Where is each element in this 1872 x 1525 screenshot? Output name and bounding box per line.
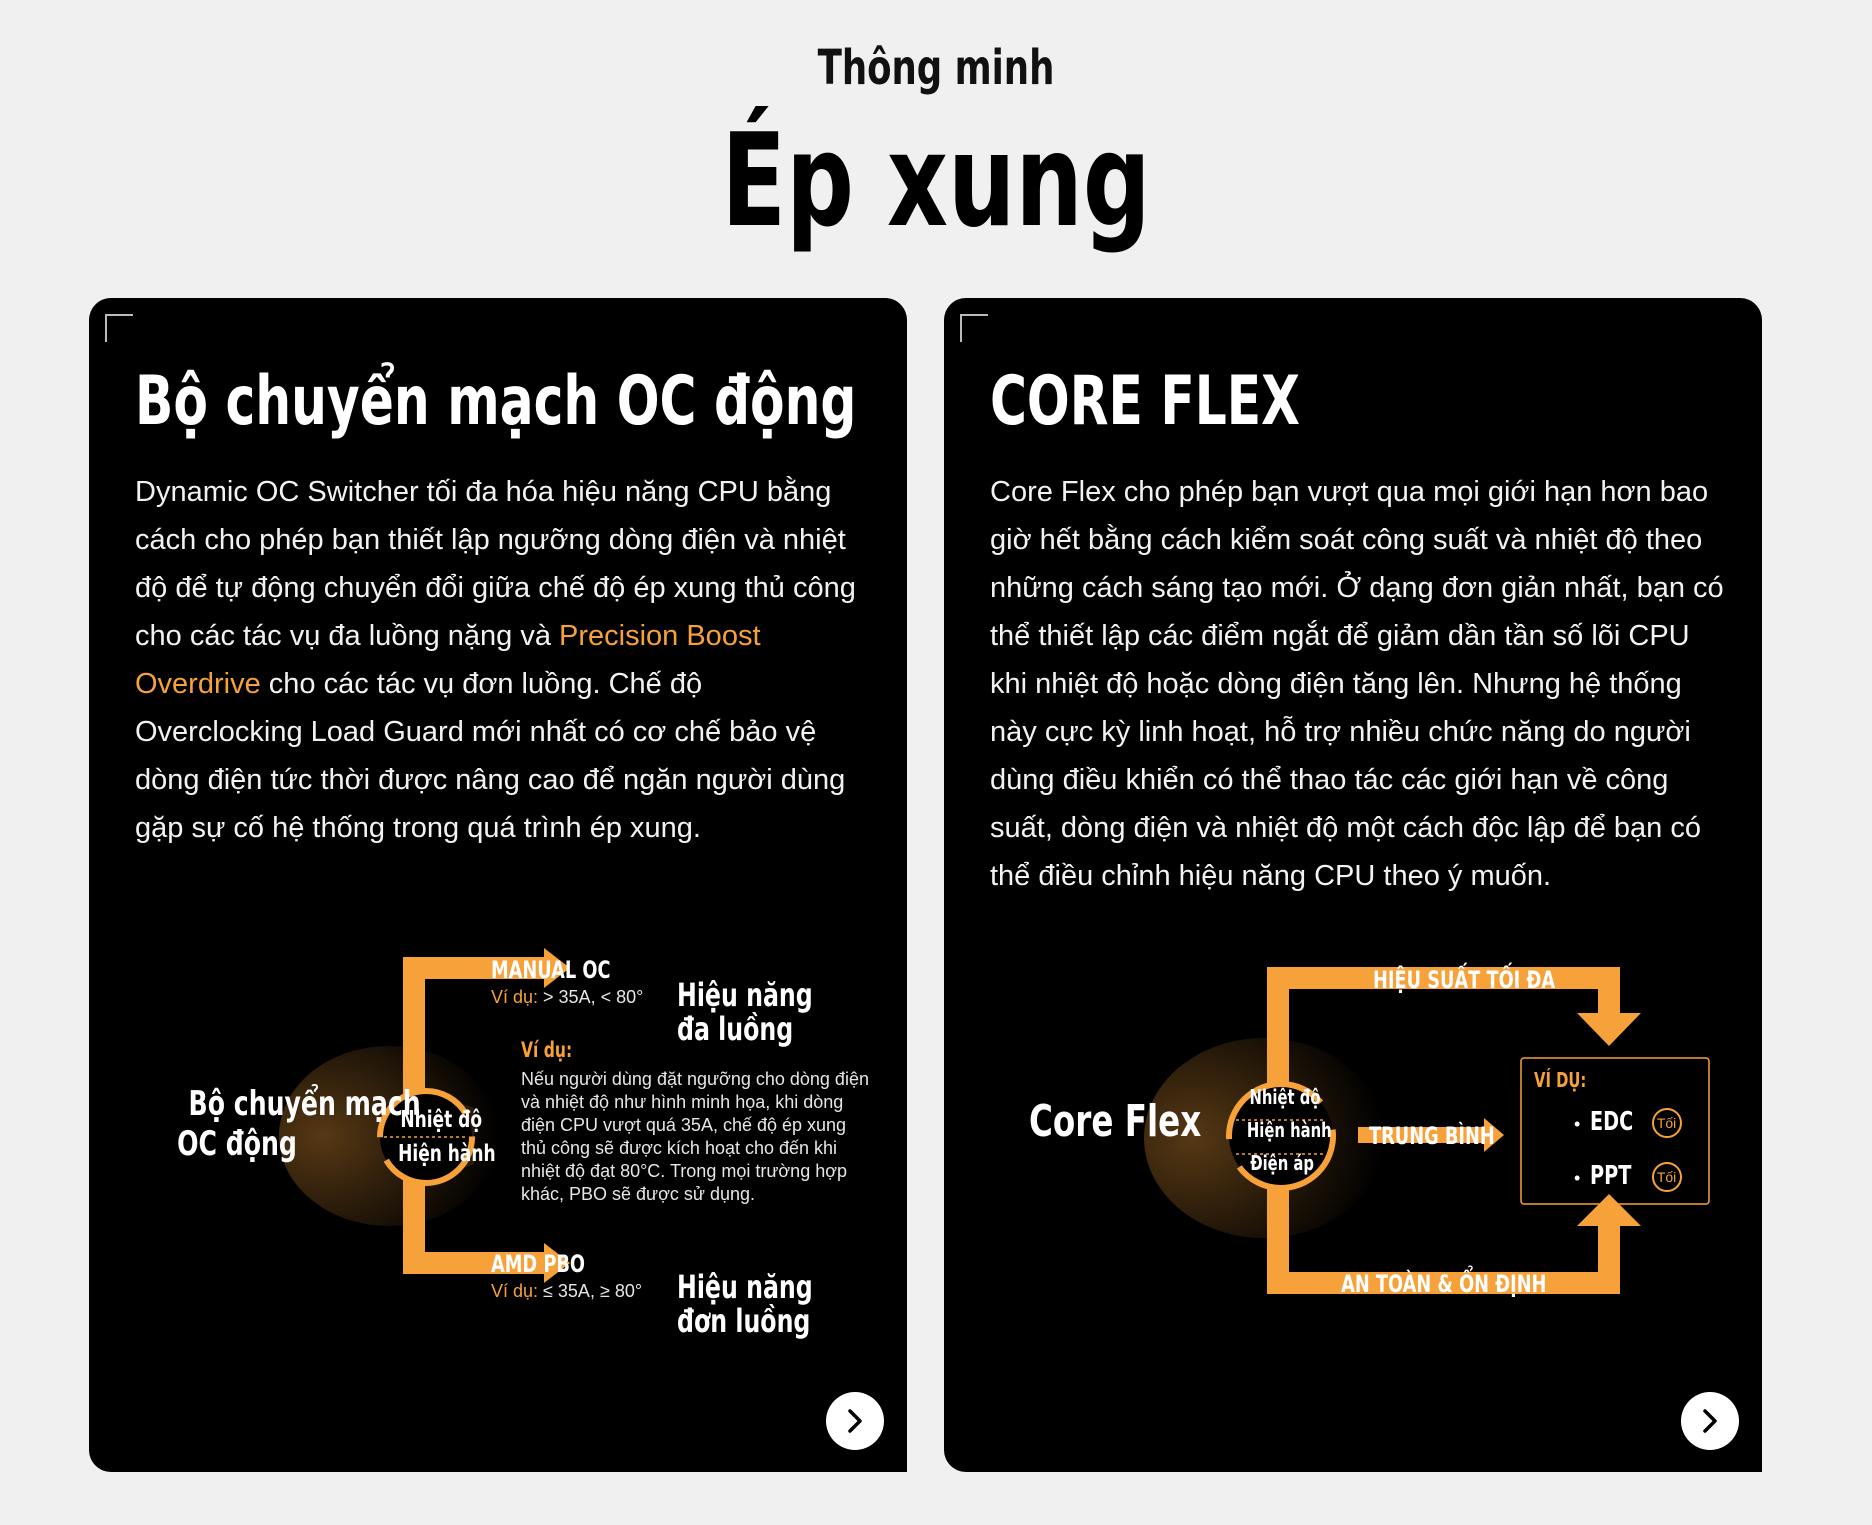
chevron-right-icon [1699,1406,1721,1436]
manual-oc-label: MANUAL OC [491,956,611,984]
ppt-badge: Tối [1652,1162,1682,1192]
example-item-ppt: • PPT Tối [1574,1160,1682,1192]
path-label-safe: AN TOÀN & ỔN ĐỊNH [1341,1270,1547,1298]
edc-badge: Tối [1652,1108,1682,1138]
manual-oc-result: Hiệu năng đa luồng [677,976,813,1048]
circle-label-current: Hiện hành [398,1141,496,1167]
path-label-mid: TRUNG BÌNH [1369,1122,1495,1150]
example-box-title: VÍ DỤ: [1534,1068,1587,1092]
section-title: Ép xung [721,107,1151,256]
amd-pbo-example: Ví dụ: ≤ 35A, ≥ 80° [491,1281,643,1301]
circle-label-current: Hiện hành [1246,1118,1332,1142]
manual-oc-example: Ví dụ: > 35A, < 80° [491,987,644,1007]
amd-pbo-label: AMD PBO [491,1250,586,1278]
oc-switcher-diagram [89,298,907,1472]
chevron-right-icon [844,1406,866,1436]
next-button[interactable] [1681,1392,1739,1450]
path-label-max: HIỆU SUẤT TỐI ĐA [1372,966,1556,994]
example-item-edc: • EDC Tối [1574,1106,1682,1138]
note-title: Ví dụ: [521,1038,573,1062]
circle-label-temperature: Nhiệt độ [1249,1085,1321,1109]
amd-pbo-result: Hiệu năng đơn luồng [677,1268,813,1340]
card-core-flex [944,298,1762,1472]
next-button[interactable] [826,1392,884,1450]
core-flex-diagram [944,298,1762,1472]
card-description: Core Flex cho phép bạn vượt qua mọi giới hạn hơn bao giờ hết bằng cách kiểm soát công suất và nhiệt độ theo những cách sáng tạo mới. Ở dạng đơn giản nhất, bạn có thể thiết lập các điểm ngắt để giảm dần tần số lõi CPU khi nhiệt độ hoặc dòng điện tăng lên. Nhưng hệ thống này cực kỳ linh hoạt, hỗ trợ nhiều chức năng do người dùng điều khiển có thể thao tác các giới hạn về công suất, dòng điện và nhiệt độ một cách độc lập để bạn có thể điều chỉnh hiệu năng CPU theo ý muốn. [990,476,1724,892]
core-flex-source-label: Core Flex [1029,1096,1202,1147]
card-title: Bộ chuyển mạch OC động [135,362,857,441]
card-description: Dynamic OC Switcher tối đa hóa hiệu năng CPU bằng cách cho phép bạn thiết lập ngưỡng dòng điện và nhiệt độ để tự động chuyển đổi giữa chế độ ép xung thủ công cho các tác vụ đa luồng nặng và Precision Boost Overdrive cho các tác vụ đơn luồng. Chế độ Overclocking Load Guard mới nhất có cơ chế bảo vệ dòng điện tức thời được nâng cao để ngăn người dùng gặp sự cố hệ thống trong quá trình ép xung. [135,476,856,844]
circle-label-voltage: Điện áp [1250,1151,1314,1175]
note-text: Nếu người dùng đặt ngưỡng cho dòng điện và nhiệt độ như hình minh họa, khi dòng điện CPU vượt quá 35A, chế độ ép xung thủ công sẽ được kích hoạt cho đến khi nhiệt độ đạt 80°C. Trong mọi trường hợp khác, PBO sẽ được sử dụng. [521,1069,869,1204]
circle-label-temperature: Nhiệt độ [400,1107,483,1133]
diagram-source-label: Bộ chuyển mạch OC động [177,1084,421,1164]
pbo-link[interactable]: Precision Boost Overdrive [135,620,761,700]
section-eyebrow: Thông minh [817,40,1055,96]
card-title: CORE FLEX [990,362,1300,441]
card-dynamic-oc-switcher [89,298,907,1472]
